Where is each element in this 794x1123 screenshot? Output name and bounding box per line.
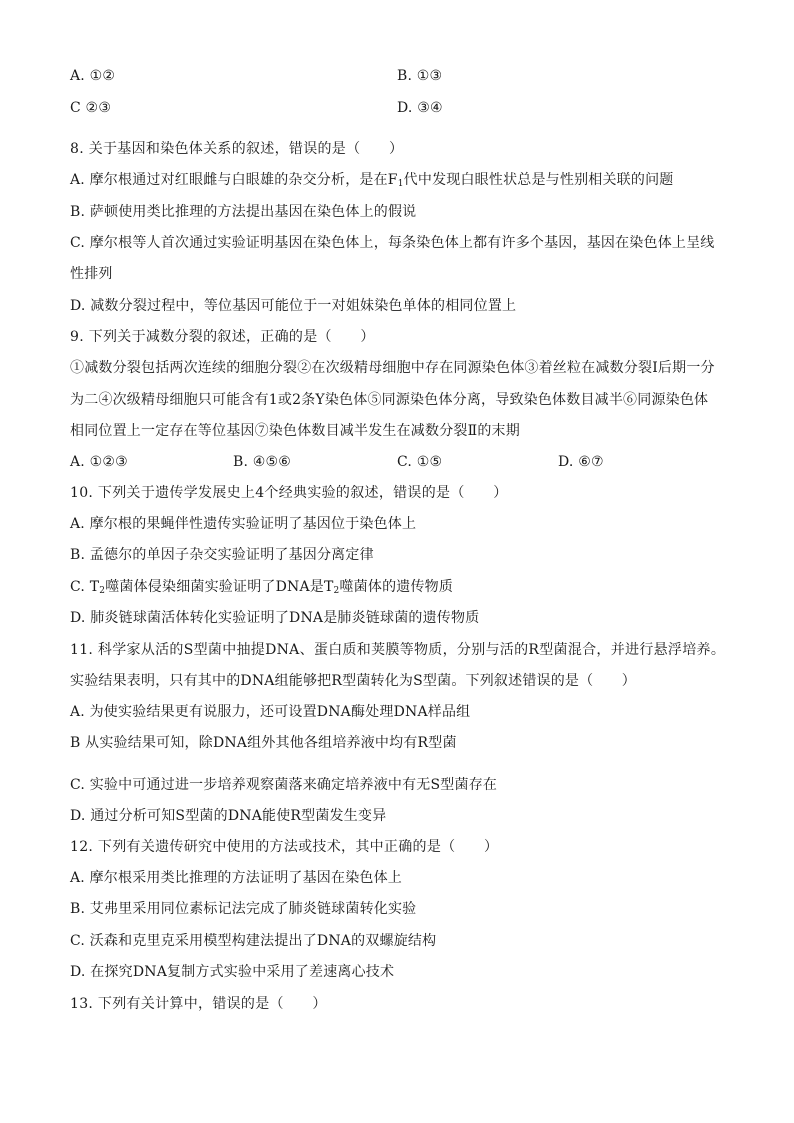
q7-option-a: A. ①②: [70, 68, 116, 84]
q8-option-b: B. 萨顿使用类比推理的方法提出基因在染色体上的假说: [70, 204, 417, 220]
q11-stem-line1: 11. 科学家从活的S型菌中抽提DNA、蛋白质和荚膜等物质，分别与活的R型菌混合，并进行悬浮培养。: [70, 642, 726, 658]
q7-option-b: B. ①③: [397, 68, 443, 84]
q12-option-d: D. 在探究DNA复制方式实验中采用了差速离心技术: [70, 964, 395, 980]
q8-stem: 8. 关于基因和染色体关系的叙述，错误的是（ ）: [70, 141, 404, 157]
q11-option-b: B 从实验结果可知，除DNA组外其他各组培养液中均有R型菌: [70, 735, 457, 751]
q10-stem: 10. 下列关于遗传学发展史上4个经典实验的叙述，错误的是（ ）: [70, 485, 508, 501]
q12-option-a: A. 摩尔根采用类比推理的方法证明了基因在染色体上: [70, 870, 403, 886]
q11-option-d: D. 通过分析可知S型菌的DNA能使R型菌发生变异: [70, 808, 387, 824]
q8-option-d: D. 减数分裂过程中，等位基因可能位于一对姐妹染色单体的相同位置上: [70, 298, 517, 314]
q8-option-c-line2: 性排列: [70, 266, 113, 282]
q9-stem: 9. 下列关于减数分裂的叙述，正确的是（ ）: [70, 329, 375, 345]
q10-option-d: D. 肺炎链球菌活体转化实验证明了DNA是肺炎链球菌的遗传物质: [70, 610, 480, 626]
q8-option-c-line1: C. 摩尔根等人首次通过实验证明基因在染色体上，每条染色体上都有许多个基因，基因在染色体上呈线: [70, 235, 715, 251]
q9-body-line1: ①减数分裂包括两次连续的细胞分裂②在次级精母细胞中存在同源染色体③着丝粒在减数分裂Ⅰ后期一分: [70, 360, 715, 376]
q9-option-c: C. ①⑤: [397, 454, 443, 470]
q11-option-a: A. 为使实验结果更有说服力，还可设置DNA酶处理DNA样品组: [70, 704, 471, 720]
q7-option-c: C ②③: [70, 100, 112, 116]
q10-option-c: C. $T_2$噬菌体侵染细菌实验证明了DNA是$T_2$噬菌体的遗传物质: [70, 579, 454, 596]
q11-stem-line2: 实验结果表明，只有其中的DNA组能够把R型菌转化为S型菌。下列叙述错误的是（ ）: [70, 673, 636, 689]
q9-option-a: A. ①②③: [70, 454, 128, 470]
q9-option-b: B. ④⑤⑥: [233, 454, 292, 470]
q7-option-d: D. ③④: [397, 100, 443, 116]
q12-stem: 12. 下列有关遗传研究中使用的方法或技术，其中正确的是（ ）: [70, 839, 499, 855]
q10-option-b: B. 孟德尔的单因子杂交实验证明了基因分离定律: [70, 547, 374, 563]
q13-stem: 13. 下列有关计算中，错误的是（ ）: [70, 996, 327, 1012]
q9-body-line3: 相同位置上一定存在等位基因⑦染色体数目减半发生在减数分裂Ⅱ的末期: [70, 423, 520, 439]
q12-option-c: C. 沃森和克里克采用模型构建法提出了DNA的双螺旋结构: [70, 933, 437, 949]
q11-option-c: C. 实验中可通过进一步培养观察菌落来确定培养液中有无S型菌存在: [70, 777, 498, 793]
q12-option-b: B. 艾弗里采用同位素标记法完成了肺炎链球菌转化实验: [70, 901, 417, 917]
q9-body-line2: 为二④次级精母细胞只可能含有1或2条Y染色体⑤同源染色体分离，导致染色体数目减半⑥同源染色体: [70, 392, 709, 408]
q10-option-a: A. 摩尔根的果蝇伴性遗传实验证明了基因位于染色体上: [70, 516, 417, 532]
q9-option-d: D. ⑥⑦: [558, 454, 604, 470]
q8-option-a: A. 摩尔根通过对红眼雌与白眼雄的杂交分析，是在$F_1$代中发现白眼性状总是与性别相关联的问题: [70, 172, 674, 189]
